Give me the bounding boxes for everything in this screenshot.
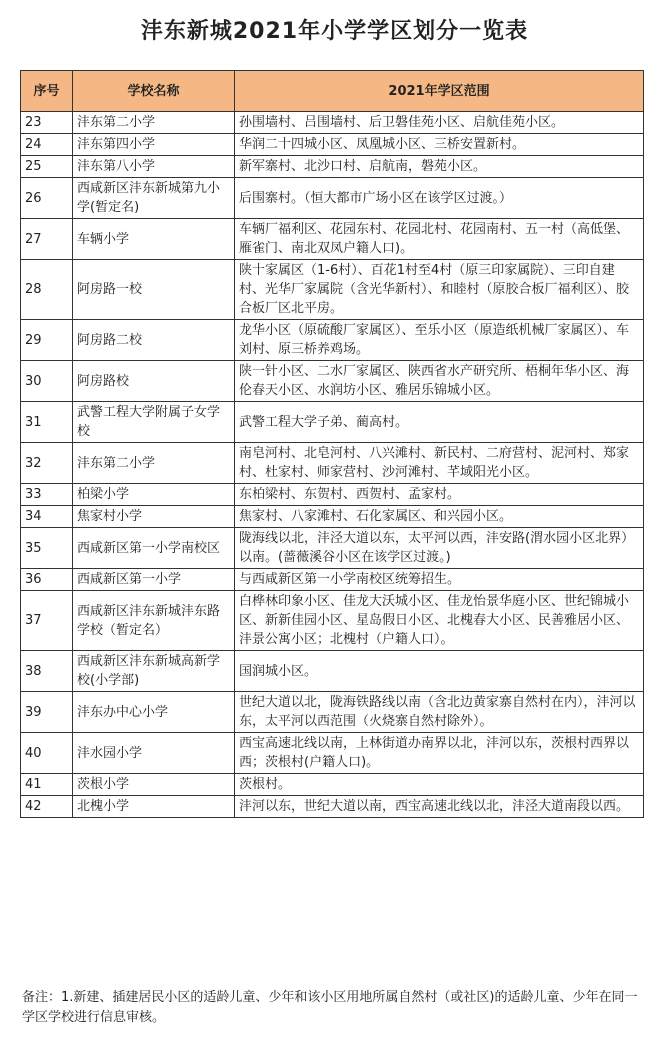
row-district-range: 世纪大道以北，陇海铁路线以南（含北边黄家寨自然村在内），沣河以东，太平河以西范围（火烧寨自然村除外）。 [235,692,644,733]
row-number: 23 [21,112,73,134]
row-school-name: 西咸新区第一小学 [73,569,235,591]
table-row [21,402,644,443]
table-row [21,733,644,774]
row-school-name: 北槐小学 [73,796,235,818]
row-school-name: 沣水园小学 [73,733,235,774]
row-number: 34 [21,506,73,528]
row-district-range: 白桦林印象小区、佳龙大沃城小区、佳龙怡景华庭小区、世纪锦城小区、新新佳园小区、星岛假日小区、北槐春大小区、民善雅居小区、沣景公寓小区；北槐村（户籍人口）。 [235,591,644,651]
row-number: 25 [21,156,73,178]
table-row [21,692,644,733]
table-row [21,260,644,320]
row-district-range: 国润城小区。 [235,651,644,692]
table-row [21,361,644,402]
row-school-name: 茨根小学 [73,774,235,796]
row-district-range: 西宝高速北线以南，上林街道办南界以北，沣河以东，茨根村西界以西；茨根村(户籍人口)。 [235,733,644,774]
row-district-range: 华润二十四城小区、凤凰城小区、三桥安置新村。 [235,134,644,156]
table-row [21,796,644,818]
row-district-range: 武警工程大学子弟、蔺高村。 [235,402,644,443]
table-row [21,320,644,361]
row-district-range: 后围寨村。（恒大都市广场小区在该学区过渡。） [235,178,644,219]
table-row [21,651,644,692]
row-number: 40 [21,733,73,774]
row-school-name: 阿房路一校 [73,260,235,320]
header-district-range: 2021年学区范围 [235,71,644,112]
table-row [21,443,644,484]
row-school-name: 沣东第八小学 [73,156,235,178]
row-number: 36 [21,569,73,591]
table-row [21,219,644,260]
table-row [21,112,644,134]
table-row [21,178,644,219]
row-district-range: 焦家村、八家滩村、石化家属区、和兴园小区。 [235,506,644,528]
table-row [21,506,644,528]
row-district-range: 孙围墙村、吕围墙村、后卫磐佳苑小区、启航佳苑小区。 [235,112,644,134]
row-school-name: 沣东第二小学 [73,443,235,484]
footnote: 备注：1.新建、插建居民小区的适龄儿童、少年和该小区用地所属自然村（或社区)的适龄儿童、少年在同一学区学校进行信息审核。 [22,990,638,1025]
row-school-name: 沣东第四小学 [73,134,235,156]
row-district-range: 龙华小区（原硫酸厂家属区）、至乐小区（原造纸机械厂家属区）、车刘村、原三桥养鸡场。 [235,320,644,361]
row-number: 27 [21,219,73,260]
page-title: 沣东新城2021年小学学区划分一览表 [140,19,529,44]
row-district-range: 南皂河村、北皂河村、八兴滩村、新民村、二府营村、泥河村、郑家村、杜家村、师家营村、沙河滩村、芊域阳光小区。 [235,443,644,484]
row-number: 24 [21,134,73,156]
table-header-row [21,71,644,112]
school-district-table [20,70,644,818]
row-number: 32 [21,443,73,484]
row-number: 33 [21,484,73,506]
row-number: 37 [21,591,73,651]
row-district-range: 车辆厂福利区、花园东村、花园北村、花园南村、五一村（高低堡、雁雀门、南北双凤户籍人口)。 [235,219,644,260]
row-school-name: 沣东第二小学 [73,112,235,134]
row-school-name: 西咸新区沣东新城高新学校(小学部) [73,651,235,692]
row-school-name: 焦家村小学 [73,506,235,528]
row-school-name: 武警工程大学附属子女学校 [73,402,235,443]
row-district-range: 陕十家属区（1-6村）、百花1村至4村（原三印家属院）、三印自建村、光华厂家属院（含光华新村）、和睦村（原胶合板厂福利区）、胶合板厂区北平房。 [235,260,644,320]
table-row [21,156,644,178]
row-school-name: 西咸新区沣东新城沣东路学校（暂定名） [73,591,235,651]
row-number: 30 [21,361,73,402]
table-row [21,484,644,506]
row-district-range: 陇海线以北，沣泾大道以东，太平河以西，沣安路(渭水园小区北界）以南。(蔷薇溪谷小区在该学区过渡。) [235,528,644,569]
row-school-name: 柏梁小学 [73,484,235,506]
row-number: 26 [21,178,73,219]
row-school-name: 车辆小学 [73,219,235,260]
row-district-range: 新军寨村、北沙口村、启航南，磐苑小区。 [235,156,644,178]
row-number: 38 [21,651,73,692]
header-school-name: 学校名称 [73,71,235,112]
row-district-range: 沣河以东，世纪大道以南，西宝高速北线以北，沣泾大道南段以西。 [235,796,644,818]
table-row [21,774,644,796]
row-number: 42 [21,796,73,818]
row-school-name: 西咸新区沣东新城第九小学(暂定名) [73,178,235,219]
row-number: 35 [21,528,73,569]
row-district-range: 与西咸新区第一小学南校区统筹招生。 [235,569,644,591]
header-number: 序号 [21,71,73,112]
row-school-name: 阿房路二校 [73,320,235,361]
row-district-range: 东柏梁村、东贺村、西贺村、孟家村。 [235,484,644,506]
row-number: 31 [21,402,73,443]
table-row [21,591,644,651]
table-row [21,528,644,569]
row-number: 29 [21,320,73,361]
row-school-name: 阿房路校 [73,361,235,402]
table-row [21,134,644,156]
row-number: 39 [21,692,73,733]
row-district-range: 陕一针小区、二水厂家属区、陕西省水产研究所、梧桐年华小区、海伦春天小区、水润坊小区、雅居乐锦城小区。 [235,361,644,402]
row-number: 28 [21,260,73,320]
row-number: 41 [21,774,73,796]
row-school-name: 沣东办中心小学 [73,692,235,733]
row-district-range: 茨根村。 [235,774,644,796]
row-school-name: 西咸新区第一小学南校区 [73,528,235,569]
table-row [21,569,644,591]
